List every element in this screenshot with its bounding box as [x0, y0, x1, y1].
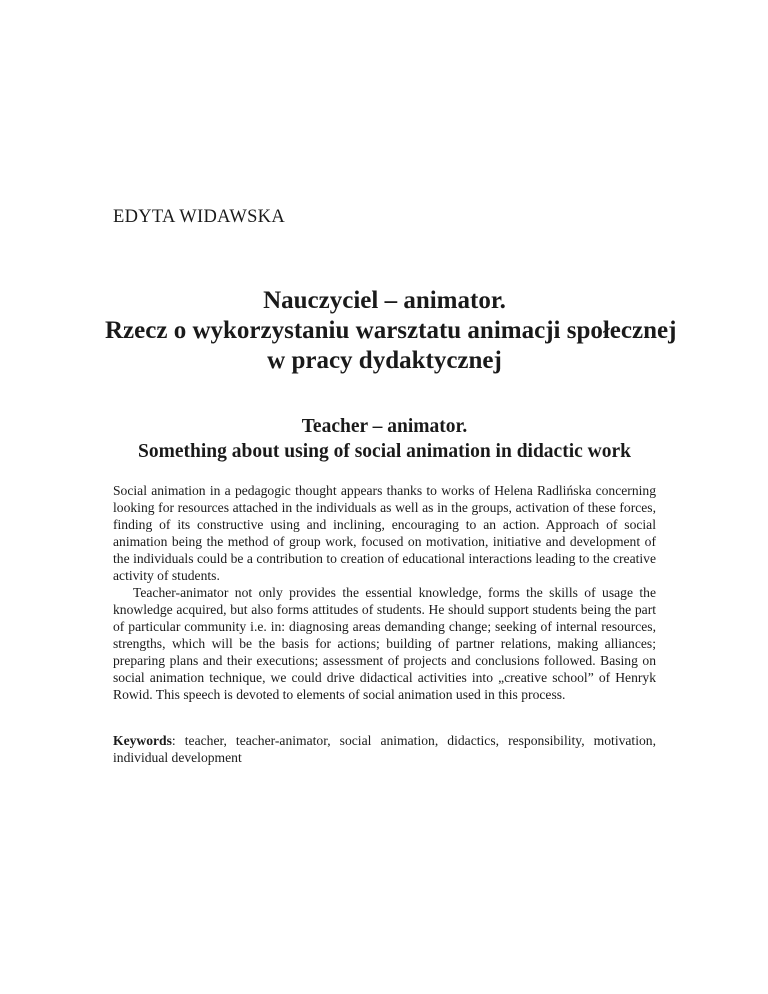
article-page [105, 0, 677, 994]
abstract [113, 482, 656, 703]
title-polish-line-1: Nauczyciel – animator. [263, 287, 506, 314]
keywords [113, 732, 656, 766]
abstract-paragraph-1: Social animation in a pedagogic thought appears thanks to works of Helena Radlińska concerning looking for resources attached in the individuals as well as in the groups, activation of these forces, finding of its constructive using and inclining, encouraging to an action. Approach of social animation being the method of group work, focused on motivation, initiative and development of the individuals could be a contribution to creation of educational interactions leading to the creative activity of students. [113, 483, 656, 583]
keywords-label: Keywords [113, 733, 172, 748]
title-polish-line-2: Rzecz o wykorzystaniu warsztatu animacji społecznej [105, 317, 677, 344]
title-english-line-2: Something about using of social animation in didactic work [138, 441, 631, 462]
title-polish [105, 286, 677, 376]
author-name: EDYTA WIDAWSKA [113, 207, 286, 227]
keywords-text: teacher, teacher-animator, social animation, didactics, responsibility, motivation, individual development [113, 733, 656, 765]
keywords-separator: : [171, 733, 185, 748]
title-english [99, 414, 670, 464]
title-polish-line-3: w pracy dydaktycznej [267, 347, 502, 374]
title-english-line-1: Teacher – animator. [301, 416, 468, 437]
abstract-paragraph-2: Teacher-animator not only provides the essential knowledge, forms the skills of usage the knowledge acquired, but also forms attitudes of students. He should support students being the part of particular community i.e. in: diagnosing areas demanding change; seeking of internal resources, strengths, which will be the basis for actions; building of partner relations, making alliances; preparing plans and their executions; assessment of projects and conclusions followed. Basing on social animation technique, we could drive didactical activities into „creative school” of Henryk Rowid. This speech is devoted to elements of social animation used in this process. [113, 585, 656, 702]
